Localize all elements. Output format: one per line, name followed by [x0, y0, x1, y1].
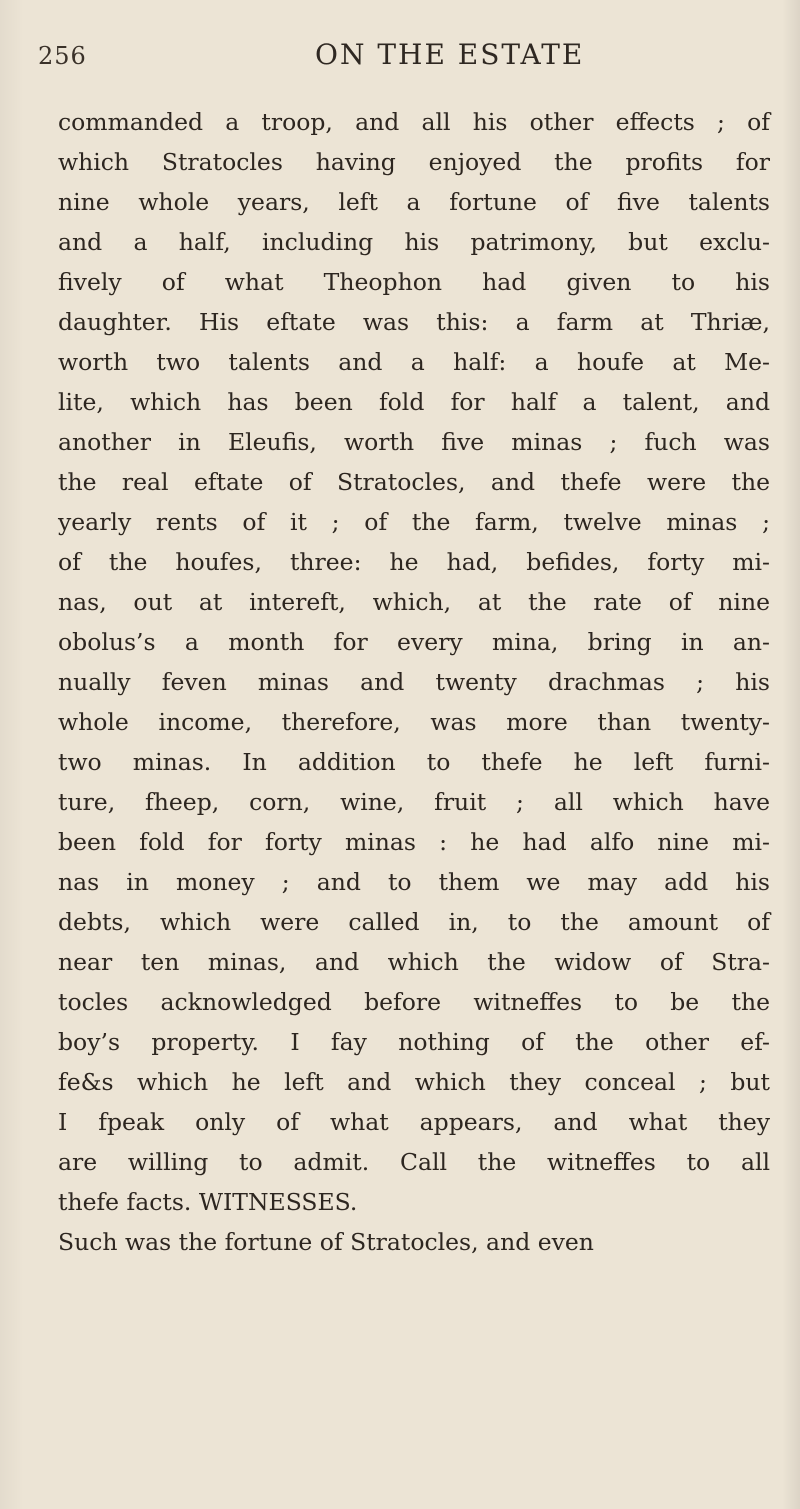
text-line: lite, which has been fold for half a talent, and: [58, 388, 770, 416]
text-line: of the houfes, three: he had, befides, forty mi-: [58, 548, 770, 576]
text-line: daughter. His eftate was this: a farm at Thriæ,: [58, 308, 770, 336]
text-line: nually feven minas and twenty drachmas ; his: [58, 668, 770, 696]
text-line: fe&s which he left and which they conceal ; but: [58, 1068, 770, 1096]
text-line: the real eftate of Stratocles, and thefe were the: [58, 468, 770, 496]
text-line: are willing to admit. Call the witneffes to all: [58, 1148, 770, 1176]
text-line: nine whole years, left a fortune of five talents: [58, 188, 770, 216]
text-line: nas in money ; and to them we may add his: [58, 868, 770, 896]
text-line: whole income, therefore, was more than twenty-: [58, 708, 770, 736]
text-line: which Stratocles having enjoyed the profits for: [58, 148, 770, 176]
text-line: thefe facts. WITNESSES.: [58, 1188, 358, 1216]
text-line: tocles acknowledged before witneffes to be the: [58, 988, 770, 1016]
text-line: commanded a troop, and all his other effects ; of: [58, 108, 770, 136]
text-line: obolus’s a month for every mina, bring in an-: [58, 628, 770, 656]
page-header: [0, 38, 800, 78]
page-number: 256: [38, 42, 87, 70]
text-line: two minas. In addition to thefe he left furni-: [58, 748, 770, 776]
text-line: ture, fheep, corn, wine, fruit ; all which have: [58, 788, 770, 816]
text-line: yearly rents of it ; of the farm, twelve minas ;: [58, 508, 770, 536]
text-line: another in Eleufis, worth five minas ; fuch was: [58, 428, 770, 456]
running-head: ON THE ESTATE: [315, 38, 585, 71]
text-line: boy’s property. I fay nothing of the other ef-: [58, 1028, 770, 1056]
text-line: fively of what Theophon had given to his: [58, 268, 770, 296]
text-line: debts, which were called in, to the amount of: [58, 908, 770, 936]
text-line: and a half, including his patrimony, but exclu-: [58, 228, 770, 256]
text-line: I fpeak only of what appears, and what they: [58, 1108, 770, 1136]
text-line: Such was the fortune of Stratocles, and even: [58, 1228, 594, 1256]
text-line: been fold for forty minas : he had alfo nine mi-: [58, 828, 770, 856]
text-line: worth two talents and a half: a houfe at Me-: [58, 348, 770, 376]
text-line: nas, out at intereft, which, at the rate of nine: [58, 588, 770, 616]
body-text: [58, 102, 770, 1262]
text-line: near ten minas, and which the widow of Stra-: [58, 948, 770, 976]
